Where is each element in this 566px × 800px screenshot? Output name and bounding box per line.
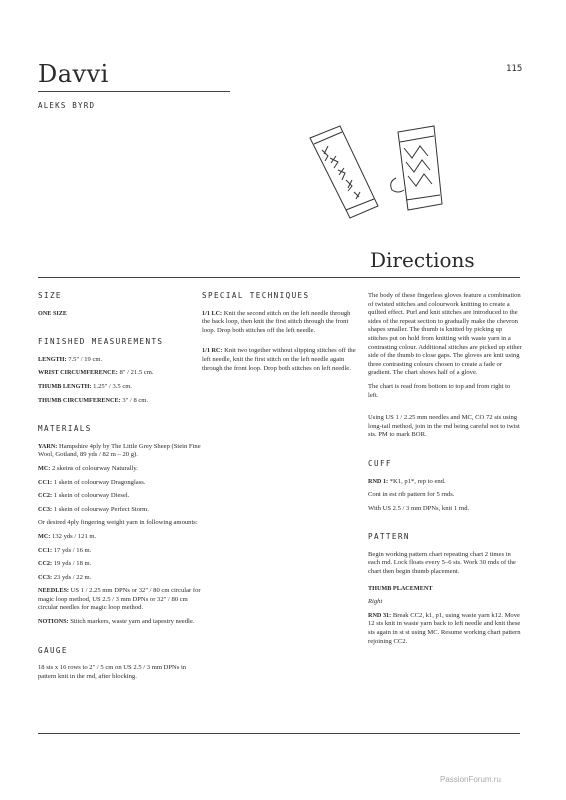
intro-paragraph: The body of these fingerless gloves feature a combination of twisted stitches and colourwork knitting to create a quilted effect. Purl and knit stitches are introduced to the sides of the repeat section to gradually make the chevron shapes smaller. The thumb is knitted by picking up stitches put on hold from knitting with waste yarn in a contrasting colour. Additional stitches are picked up either side of the thumb to close gaps. The gloves are knit using three contrasting colours chosen to create a fade or gradient. The chart shows half of a glove. bbox=[368, 292, 522, 377]
size-value: ONE SIZE bbox=[38, 309, 68, 317]
technique-rc: 1/1 RC: Knit two together without slipping stitches off the left needle, knit the first stitch on the left needle again through the front loop. Drop both stitches on left needle. bbox=[202, 347, 356, 372]
gauge-heading: GAUGE bbox=[38, 645, 68, 655]
notions-info: NOTIONS: Stitch markers, waste yarn and tapestry needle. bbox=[38, 618, 195, 626]
special-techniques-heading: SPECIAL TECHNIQUES bbox=[202, 291, 310, 300]
yarn-cc2: CC2: 1 skein of colourway Diesel. bbox=[38, 492, 130, 500]
yarn-alternative: Or desired 4ply fingering weight yarn in following amounts: bbox=[38, 519, 198, 527]
amount-mc: MC: 132 yds / 121 m. bbox=[38, 532, 97, 540]
watermark: PassionForum.ru bbox=[440, 775, 501, 784]
measurement-thumb-length: THUMB LENGTH: 1.25" / 3.5 cm. bbox=[38, 382, 133, 390]
directions-heading: Directions bbox=[370, 248, 475, 272]
gloves-illustration bbox=[300, 118, 450, 228]
yarn-cc3: CC3: 1 skein of colourway Perfect Storm. bbox=[38, 505, 149, 513]
pattern-text: Begin working pattern chart repeating chart 2 times in each rnd. Lock floats every 5–6 sts. Work 30 rnds of the chart then begin thumb placement. bbox=[368, 550, 516, 576]
thumb-side-label: Right bbox=[368, 598, 383, 606]
measurement-wrist: WRIST CIRCUMFERENCE: 8" / 21.5 cm. bbox=[38, 369, 154, 377]
cuff-line3: With US 2.5 / 3 mm DPNs, knit 1 rnd. bbox=[368, 504, 470, 512]
cuff-line2: Cont in est rib pattern for 5 rnds. bbox=[368, 491, 455, 499]
thumb-placement-heading: THUMB PLACEMENT bbox=[368, 584, 433, 592]
middle-column bbox=[202, 292, 360, 378]
cuff-heading: CUFF bbox=[368, 458, 392, 468]
cast-on-instructions: Using US 1 / 2.25 mm needles and MC, CO 72 sts using long-tail method, join in the rnd being careful not to twist sts. PM to mark BOR. bbox=[368, 414, 520, 439]
amount-cc3: CC3: 23 yds / 22 m. bbox=[38, 573, 92, 581]
size-heading: SIZE bbox=[38, 291, 62, 300]
measurement-length: LENGTH: 7.5" / 19 cm. bbox=[38, 355, 103, 363]
yarn-cc1: CC1: 1 skein of colourway Dragonglass. bbox=[38, 478, 146, 486]
pattern-heading: PATTERN bbox=[368, 532, 410, 542]
thumb-rnd31: RND 31: Break CC2, k1, p1, using waste yarn k12. Move 12 sts knit in waste yarn back to left needle and knit these sts again in st st using MC. Resume working chart pattern rejoining CC2. bbox=[368, 611, 521, 645]
section-divider bbox=[38, 277, 520, 278]
author-name: ALEKS BYRD bbox=[38, 101, 96, 110]
left-column bbox=[38, 292, 203, 686]
chart-reading-note: The chart is read from bottom to top and from right to left. bbox=[368, 382, 511, 399]
cuff-rnd1: RND 1: *K1, p1*, rep to end. bbox=[368, 477, 446, 485]
materials-heading: MATERIALS bbox=[38, 424, 92, 434]
page-number: 115 bbox=[506, 64, 523, 74]
gauge-text: 18 sts x 16 rows to 2" / 5 cm on US 2.5 / 3 mm DPNs in pattern knit in the rnd, after blocking. bbox=[38, 664, 187, 680]
right-column bbox=[368, 292, 522, 651]
pattern-title: Davvi bbox=[38, 60, 109, 88]
title-divider bbox=[38, 91, 230, 92]
yarn-info: YARN: Hampshire 4ply by The Little Grey Sheep (Stein Fine Wool, Gotland, 89 yds / 82 m – 20 g). bbox=[38, 442, 201, 459]
technique-lc: 1/1 LC: Knit the second stitch on the left needle through the back loop, then knit the first stitch through the front loop. Drop both stitches off the left needle. bbox=[202, 309, 351, 334]
needles-info: NEEDLES: US 1 / 2.25 mm DPNs or 32" / 80 cm circular for magic loop method, US 2.5 / 3 mm DPNs or 32" / 80 cm circular needles for magic loop method. bbox=[38, 587, 201, 612]
amount-cc1: CC1: 17 yds / 16 m. bbox=[38, 546, 92, 554]
measurements-heading: FINISHED MEASUREMENTS bbox=[38, 337, 164, 347]
footer-divider bbox=[38, 733, 520, 734]
yarn-mc: MC: 2 skeins of colourway Naturally. bbox=[38, 464, 138, 472]
amount-cc2: CC2: 19 yds / 18 m. bbox=[38, 560, 92, 568]
measurement-thumb-circ: THUMB CIRCUMFERENCE: 3" / 8 cm. bbox=[38, 396, 149, 404]
